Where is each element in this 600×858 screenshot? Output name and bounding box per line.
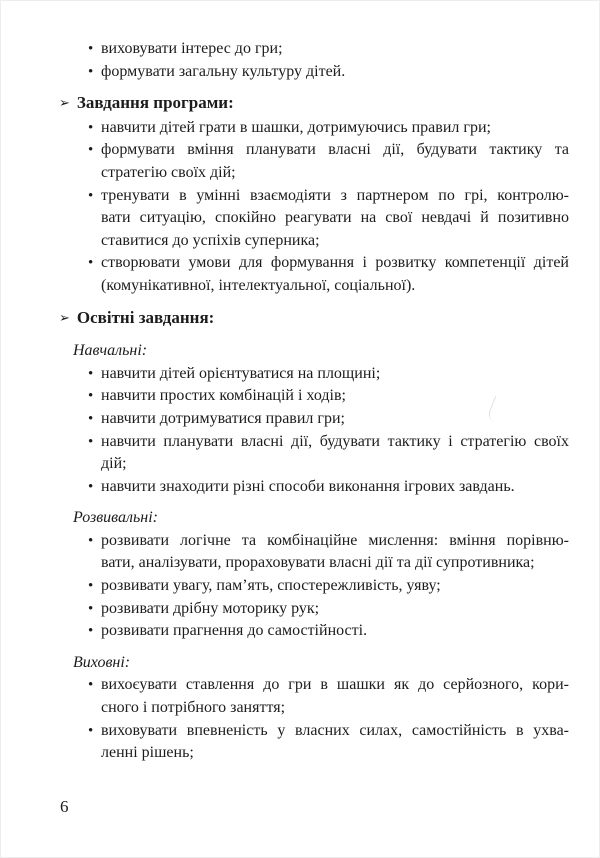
- bullet-icon: •: [88, 41, 94, 57]
- list-item: [59, 575, 569, 598]
- list-item: [59, 252, 569, 297]
- text-line: стратегію своїх дій;: [101, 163, 236, 181]
- bullet-icon: •: [88, 433, 94, 450]
- bullet-icon: •: [88, 578, 94, 595]
- bullet-icon: •: [88, 623, 94, 640]
- bullet-icon: •: [88, 388, 94, 405]
- bullet-icon: •: [88, 187, 94, 204]
- list-item: [59, 674, 569, 719]
- bullet-list: [59, 117, 569, 298]
- list-item: [59, 720, 569, 765]
- section-header-label: Завдання програми:: [76, 93, 234, 113]
- bullet-icon: •: [88, 478, 94, 495]
- text-line: сного і потрібного заняття;: [101, 699, 286, 717]
- text-line: виховувати інтерес до гри;: [101, 40, 283, 57]
- list-item: [59, 598, 569, 621]
- text-line: формувати вміння планувати власні дії, будувати тактику та: [101, 141, 569, 159]
- bullet-icon: •: [88, 677, 94, 694]
- list-item: [59, 408, 569, 431]
- bullet-icon: •: [88, 255, 94, 272]
- text-line: вихоєувати ставлення до гри в шашки як до серйозного, кори-: [101, 676, 569, 694]
- list-item: [59, 476, 569, 499]
- page-number: 6: [60, 797, 69, 816]
- text-line: (комунікативної, інтелектуальної, соціальної).: [101, 276, 416, 294]
- bullet-icon: •: [88, 722, 94, 739]
- text-line: навчити дітей орієнтуватися на площині;: [101, 364, 381, 382]
- text-line: вати, аналізувати, прораховувати власні дії та дії супротивника;: [101, 554, 535, 572]
- bullet-list: [59, 38, 569, 83]
- section-header: [59, 307, 569, 332]
- list-item: [59, 117, 569, 140]
- bullet-icon: •: [88, 63, 94, 80]
- bullet-icon: •: [88, 600, 94, 617]
- text-line: навчити планувати власні дії, будувати тактику і стратегію своїх: [101, 432, 569, 450]
- text-line: розвивати прагнення до самостійності.: [101, 622, 368, 640]
- text-line: навчити знаходити різні способи виконання ігрових завдань.: [101, 477, 515, 495]
- text-line: виховувати впевненість у власних силах, самостійність в ухва-: [101, 721, 569, 739]
- list-item: [59, 185, 569, 253]
- text-line: розвивати логічне та комбінаційне мислення: вміння порівню-: [101, 531, 569, 549]
- text-line: розвивати увагу, пам’ять, спостережливість, уяву;: [101, 577, 441, 595]
- page-content: [1, 1, 600, 765]
- text-line: тренувати в умінні взаємодіяти з партнером по грі, контролю-: [101, 186, 569, 204]
- bullet-list: [59, 363, 569, 499]
- text-line: формувати загальну культуру дітей.: [101, 62, 346, 80]
- bullet-icon: •: [88, 532, 94, 549]
- arrow-bullet-icon: ➢: [59, 96, 70, 112]
- bullet-icon: •: [88, 119, 94, 136]
- list-item: [59, 61, 569, 84]
- text-line: навчити дотримуватися правил гри;: [101, 409, 345, 427]
- text-line: ленні рішень;: [101, 744, 194, 762]
- text-line: вати ситуацію, спокійно реагувати на свої невдачі й позитивно: [101, 209, 569, 227]
- bullet-icon: •: [88, 410, 94, 427]
- bullet-icon: •: [88, 142, 94, 159]
- section-header: [59, 92, 569, 117]
- list-item: [59, 38, 569, 61]
- list-item: [59, 139, 569, 184]
- bullet-list: [59, 530, 569, 643]
- subsection-label: Розвивальні:: [73, 509, 158, 527]
- text-line: створювати умови для формування і розвитку компетенції дітей: [101, 254, 569, 272]
- text-line: навчити простих комбінацій і ходів;: [101, 387, 346, 405]
- arrow-bullet-icon: ➢: [59, 310, 70, 326]
- list-item: [59, 431, 569, 476]
- list-item: [59, 363, 569, 386]
- text-line: дій;: [101, 455, 127, 473]
- text-line: ставитися до успіхів суперника;: [101, 231, 320, 249]
- subsection-label: Виховні:: [73, 653, 131, 671]
- bullet-icon: •: [88, 365, 94, 382]
- section-header-label: Освітні завдання:: [76, 307, 215, 327]
- list-item: [59, 530, 569, 575]
- text-line: навчити дітей грати в шашки, дотримуючись правил гри;: [101, 118, 491, 136]
- subsection-label: Навчальні:: [73, 342, 148, 360]
- bullet-list: [59, 674, 569, 764]
- list-item: [59, 385, 569, 408]
- text-line: розвивати дрібну моторику рук;: [101, 599, 320, 617]
- list-item: [59, 620, 569, 643]
